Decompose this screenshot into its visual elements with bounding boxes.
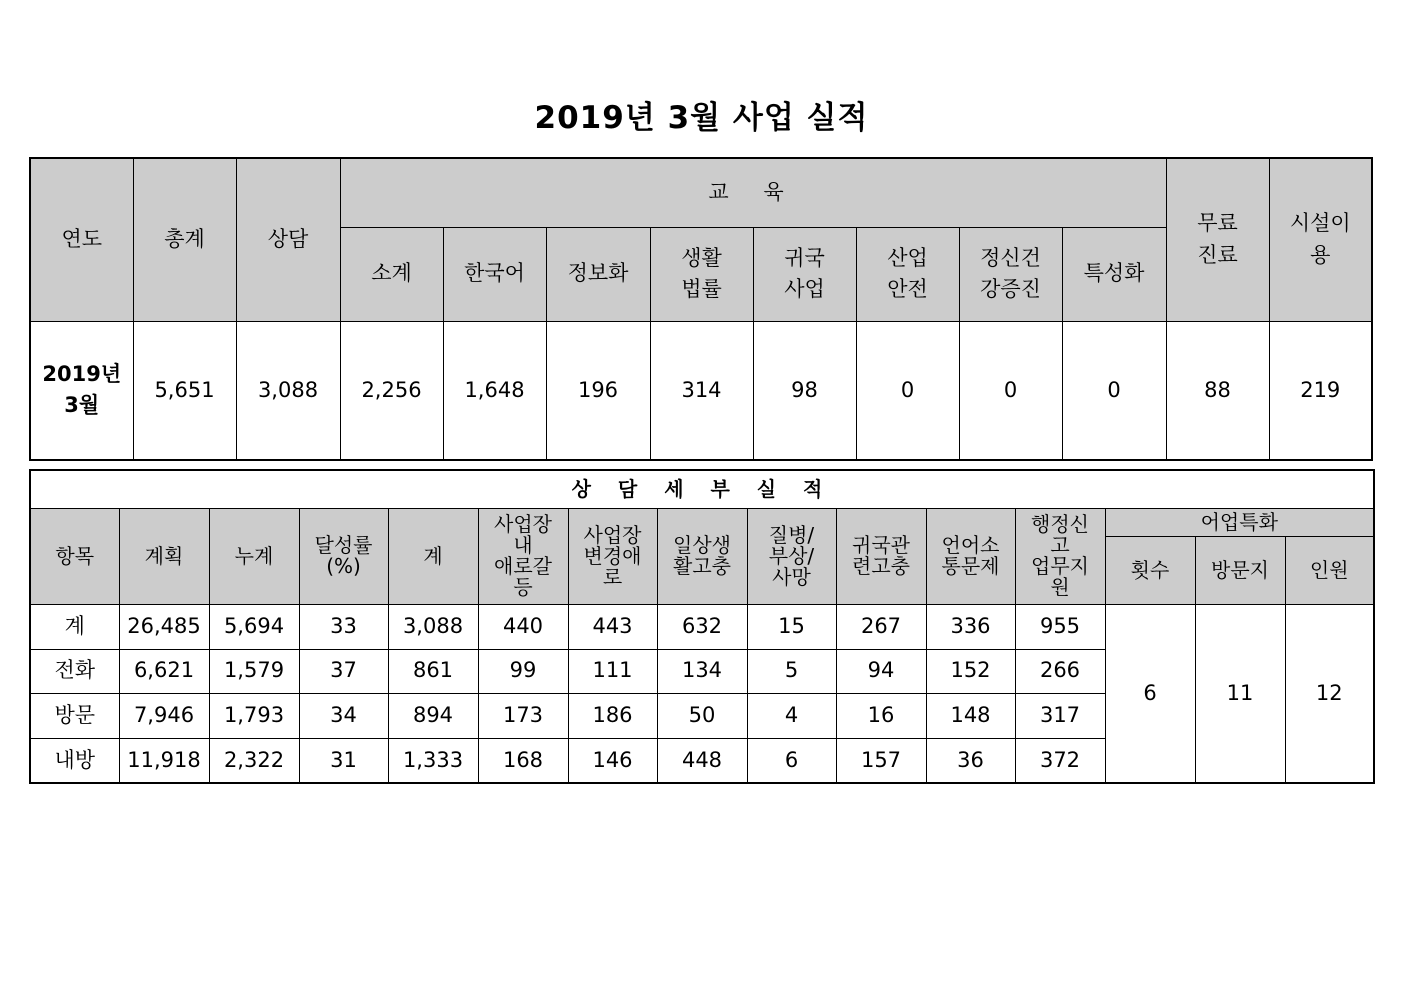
cell: 448	[657, 738, 747, 783]
cell: 632	[657, 604, 747, 649]
summary-cell: 0	[1062, 321, 1166, 460]
detail-header-admin: 행정신 고 업무지 원	[1015, 508, 1105, 604]
cell: 5	[747, 649, 836, 693]
detail-header-persons: 인원	[1285, 536, 1374, 604]
header-edu-special: 특성화	[1062, 227, 1166, 321]
header-edu-return: 귀국 사업	[753, 227, 856, 321]
summary-year: 2019년 3월	[30, 321, 133, 460]
summary-cell: 0	[856, 321, 959, 460]
cell: 31	[299, 738, 388, 783]
summary-table	[29, 157, 1373, 461]
cell: 5,694	[209, 604, 299, 649]
summary-cell: 5,651	[133, 321, 236, 460]
detail-header-job-change: 사업장 변경애 로	[568, 508, 657, 604]
header-facility: 시설이 용	[1269, 158, 1372, 321]
detail-header-rate: 달성률 (%)	[299, 508, 388, 604]
detail-title: 상 담 세 부 실 적	[30, 470, 1374, 508]
cell: 1,333	[388, 738, 478, 783]
summary-cell: 1,648	[443, 321, 546, 460]
cell: 33	[299, 604, 388, 649]
cell: 1,793	[209, 693, 299, 738]
row-label: 방문	[30, 693, 119, 738]
row-label: 전화	[30, 649, 119, 693]
header-edu-it: 정보화	[546, 227, 650, 321]
header-counsel: 상담	[236, 158, 340, 321]
detail-table	[29, 469, 1375, 784]
summary-cell: 2,256	[340, 321, 443, 460]
cell: 134	[657, 649, 747, 693]
summary-cell: 0	[959, 321, 1062, 460]
cell: 894	[388, 693, 478, 738]
header-edu-safety: 산업 안전	[856, 227, 959, 321]
detail-header-daily-life: 일상생 활고충	[657, 508, 747, 604]
cell: 372	[1015, 738, 1105, 783]
header-year: 연도	[30, 158, 133, 321]
cell: 7,946	[119, 693, 209, 738]
page-title: 2019년 3월 사업 실적	[534, 100, 869, 136]
cell: 1,579	[209, 649, 299, 693]
row-label: 계	[30, 604, 119, 649]
detail-header-times: 횟수	[1105, 536, 1195, 604]
header-total: 총계	[133, 158, 236, 321]
row-label: 내방	[30, 738, 119, 783]
cell: 11,918	[119, 738, 209, 783]
cell: 267	[836, 604, 926, 649]
cell: 152	[926, 649, 1015, 693]
cell: 148	[926, 693, 1015, 738]
detail-header-fishery: 어업특화	[1105, 508, 1374, 536]
cell: 15	[747, 604, 836, 649]
cell: 443	[568, 604, 657, 649]
cell: 6,621	[119, 649, 209, 693]
header-edu-subtotal: 소계	[340, 227, 443, 321]
detail-header-workplace: 사업장 내 애로갈 등	[478, 508, 568, 604]
table-row	[30, 604, 1374, 649]
detail-header-plan: 계획	[119, 508, 209, 604]
cell: 146	[568, 738, 657, 783]
cell: 157	[836, 738, 926, 783]
cell: 34	[299, 693, 388, 738]
cell: 37	[299, 649, 388, 693]
cell: 266	[1015, 649, 1105, 693]
cell: 50	[657, 693, 747, 738]
cell: 955	[1015, 604, 1105, 649]
header-edu-law: 생활 법률	[650, 227, 753, 321]
cell: 440	[478, 604, 568, 649]
fishery-times: 6	[1105, 604, 1195, 783]
header-edu-mental: 정신건 강증진	[959, 227, 1062, 321]
summary-cell: 314	[650, 321, 753, 460]
header-edu-korean: 한국어	[443, 227, 546, 321]
cell: 173	[478, 693, 568, 738]
detail-header-language: 언어소 통문제	[926, 508, 1015, 604]
cell: 317	[1015, 693, 1105, 738]
summary-row	[30, 321, 1372, 460]
summary-cell: 3,088	[236, 321, 340, 460]
cell: 16	[836, 693, 926, 738]
cell: 336	[926, 604, 1015, 649]
detail-header-cumulative: 누계	[209, 508, 299, 604]
cell: 2,322	[209, 738, 299, 783]
detail-header-item: 항목	[30, 508, 119, 604]
cell: 99	[478, 649, 568, 693]
cell: 4	[747, 693, 836, 738]
cell: 861	[388, 649, 478, 693]
cell: 26,485	[119, 604, 209, 649]
header-free-clinic: 무료 진료	[1166, 158, 1269, 321]
cell: 94	[836, 649, 926, 693]
summary-cell: 219	[1269, 321, 1372, 460]
detail-header-return: 귀국관 련고충	[836, 508, 926, 604]
cell: 111	[568, 649, 657, 693]
header-education: 교 육	[340, 158, 1166, 227]
cell: 3,088	[388, 604, 478, 649]
summary-cell: 98	[753, 321, 856, 460]
cell: 168	[478, 738, 568, 783]
detail-header-places: 방문지	[1195, 536, 1285, 604]
detail-header-illness: 질병/ 부상/ 사망	[747, 508, 836, 604]
cell: 36	[926, 738, 1015, 783]
summary-cell: 88	[1166, 321, 1269, 460]
cell: 186	[568, 693, 657, 738]
detail-header-sum: 계	[388, 508, 478, 604]
fishery-persons: 12	[1285, 604, 1374, 783]
fishery-places: 11	[1195, 604, 1285, 783]
cell: 6	[747, 738, 836, 783]
summary-cell: 196	[546, 321, 650, 460]
